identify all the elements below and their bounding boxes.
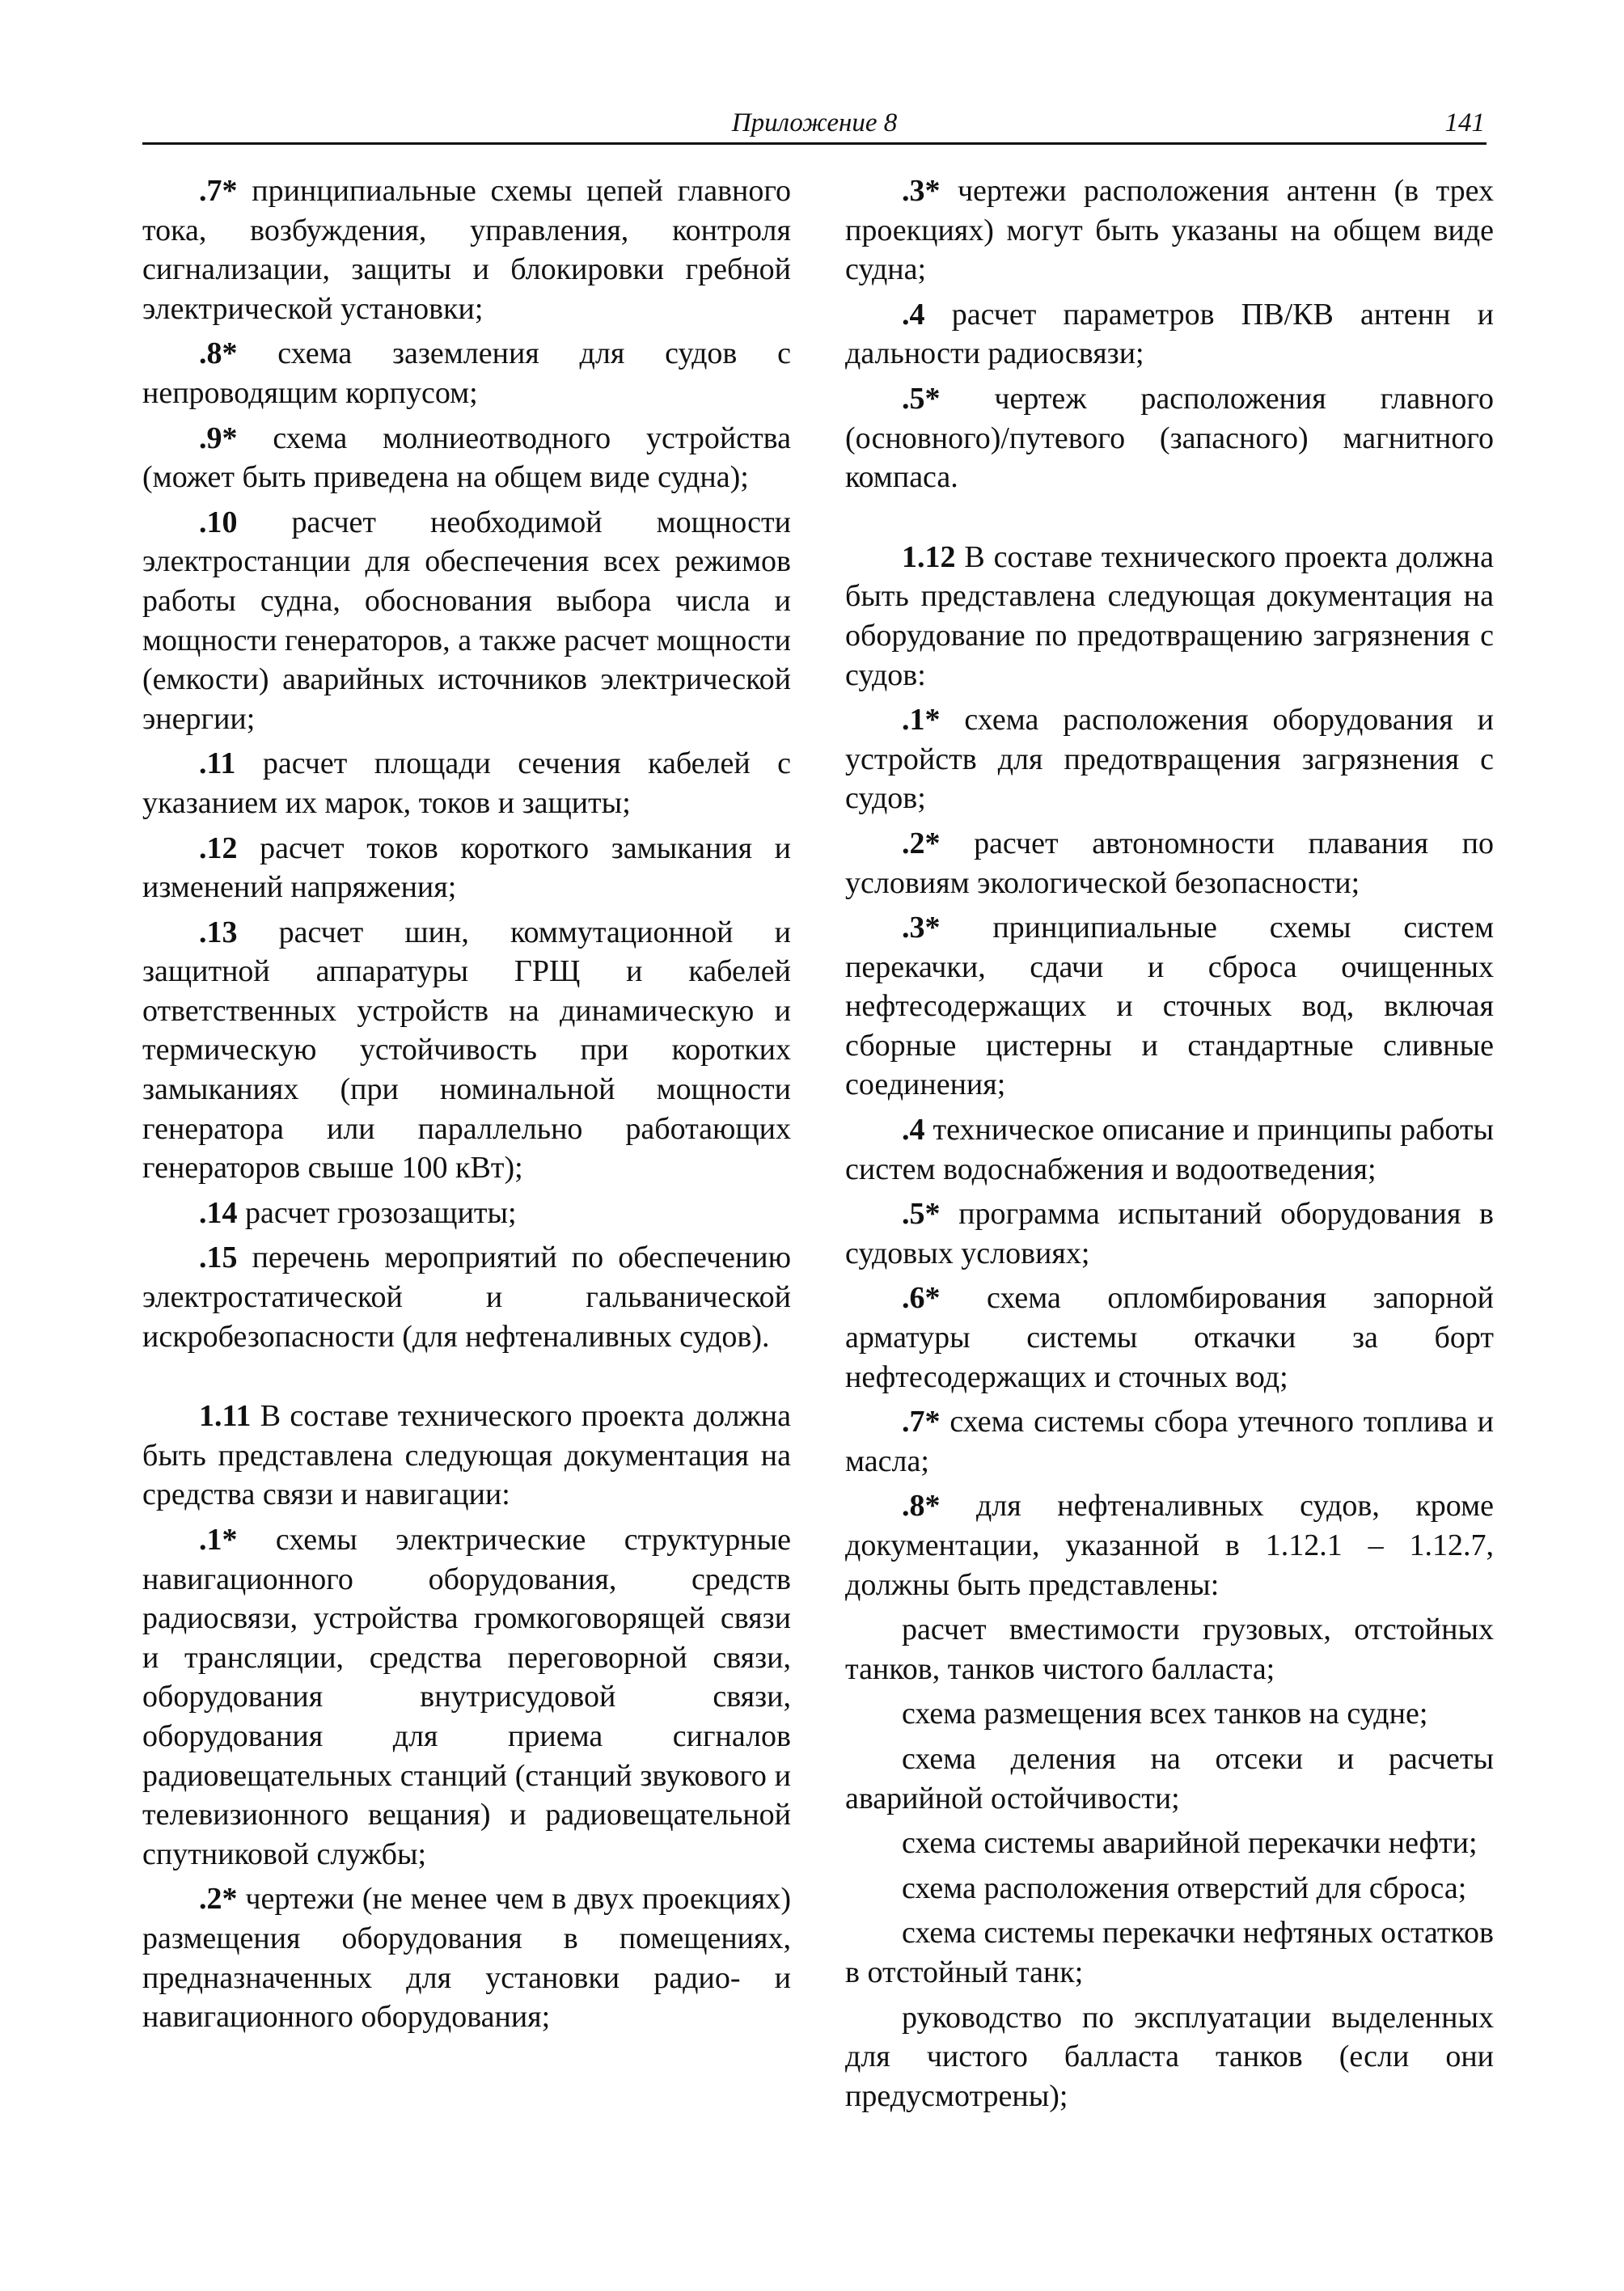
running-title: Приложение 8 <box>731 108 898 137</box>
paragraph <box>142 913 791 1188</box>
section-paragraph <box>142 1397 791 1515</box>
paragraph <box>845 700 1494 818</box>
paragraph <box>142 171 791 328</box>
paragraph <box>845 295 1494 374</box>
page-header <box>142 104 1487 145</box>
right-column <box>845 171 1494 2121</box>
item-number: .7* <box>199 174 238 208</box>
item-number: .4 <box>902 297 925 332</box>
paragraph <box>845 1869 1494 1908</box>
item-number: .8* <box>199 336 238 371</box>
item-text: В составе технического проекта должна быть представлена следующая документация на средства связи и навигации: <box>142 1399 791 1512</box>
paragraph <box>845 1110 1494 1189</box>
item-text: расчет токов короткого замыкания и изменений напряжения; <box>142 831 791 905</box>
item-number: .10 <box>199 505 238 539</box>
paragraph <box>142 829 791 907</box>
paragraph <box>845 1824 1494 1863</box>
item-text: схема расположения оборудования и устройств для предотвращения загрязнения с судов; <box>845 703 1494 816</box>
item-text: расчет вместимости грузовых, отстойных танков, танков чистого балласта; <box>845 1613 1494 1686</box>
item-number: .6* <box>902 1281 941 1316</box>
paragraph <box>845 1279 1494 1397</box>
item-text: для нефтеналивных судов, кроме документации, указанной в 1.12.1 – 1.12.7, должны быть представлены: <box>845 1489 1494 1602</box>
paragraph <box>845 824 1494 902</box>
section-number: 1.12 <box>902 539 956 574</box>
left-column <box>142 171 791 2043</box>
paragraph <box>845 1402 1494 1481</box>
item-text: схема опломбирования запорной арматуры системы откачки за борт нефтесодержащих и сточных вод; <box>845 1281 1494 1394</box>
item-number: .2* <box>199 1882 238 1917</box>
item-number: .15 <box>199 1241 238 1275</box>
paragraph <box>845 1739 1494 1818</box>
item-number: .4 <box>902 1113 925 1148</box>
item-text: расчет автономности плавания по условиям экологической безопасности; <box>845 826 1494 900</box>
item-text: принципиальные схемы систем перекачки, сдачи и сброса очищенных нефтесодержащих и сточных вод, включая сборные цистерны и стандартные сливные соединения; <box>845 911 1494 1102</box>
paragraph <box>142 1194 791 1233</box>
item-text: принципиальные схемы цепей главного тока, возбуждения, управления, контроля сигнализации, защиты и блокировки гребной электрической установки; <box>142 174 791 326</box>
paragraph <box>845 908 1494 1105</box>
paragraph <box>142 419 791 497</box>
item-text: схема системы аварийной перекачки нефти; <box>902 1826 1478 1861</box>
paragraph <box>845 1194 1494 1273</box>
item-text: схема системы сбора утечного топлива и масла; <box>845 1405 1494 1478</box>
section-number: 1.11 <box>199 1399 252 1434</box>
item-text: схема молниеотводного устройства (может быть приведена на общем виде судна); <box>142 421 791 495</box>
paragraph <box>142 744 791 822</box>
paragraph <box>845 1610 1494 1689</box>
item-number: .2* <box>902 826 941 860</box>
item-text: чертеж расположения главного (основного)/путевого (запасного) магнитного компаса. <box>845 381 1494 495</box>
paragraph <box>142 1238 791 1356</box>
item-text: схема деления на отсеки и расчеты аварийной остойчивости; <box>845 1741 1494 1815</box>
page-number: 141 <box>1444 108 1485 137</box>
item-number: .3* <box>902 911 941 945</box>
item-text: чертежи (не менее чем в двух проекциях) размещения оборудования в помещениях, предназначенных для установки радио- и навигационного оборудования; <box>142 1882 791 2035</box>
item-number: .1* <box>199 1523 238 1557</box>
item-text: руководство по эксплуатации выделенных для чистого балласта танков (если они предусмотрены); <box>845 2000 1494 2113</box>
item-number: .14 <box>199 1195 238 1230</box>
paragraph <box>845 1694 1494 1734</box>
section-paragraph <box>845 538 1494 695</box>
item-number: .5* <box>902 1197 941 1232</box>
item-text: схемы электрические структурные навигационного оборудования, средств радиосвязи, устройства громкоговорящей связи и трансляции, средства переговорной связи, оборудования внутрисудовой связи, оборудования для приема сигналов радиовещательных станций (станций звукового и телевизионного вещания) и радиовещательной спутниковой службы; <box>142 1523 791 1871</box>
item-number: .5* <box>902 381 941 416</box>
item-number: .9* <box>199 421 238 455</box>
paragraph <box>142 334 791 412</box>
item-text: расчет параметров ПВ/КВ антенн и дальности радиосвязи; <box>845 297 1494 371</box>
paragraph <box>845 1998 1494 2116</box>
item-number: .13 <box>199 915 238 949</box>
paragraph <box>845 379 1494 497</box>
item-number: .8* <box>902 1489 941 1524</box>
item-text: схема размещения всех танков на судне; <box>902 1697 1428 1731</box>
item-number: .11 <box>199 746 236 781</box>
item-text: расчет необходимой мощности электростанции для обеспечения всех режимов работы судна, обоснования выбора числа и мощности генераторов, а также расчет мощности (емкости) аварийных источников электрической энергии; <box>142 505 791 736</box>
paragraph <box>142 1879 791 2036</box>
item-number: .7* <box>902 1405 941 1439</box>
item-text: схема расположения отверстий для сброса; <box>902 1870 1467 1905</box>
item-text: перечень мероприятий по обеспечению электростатической и гальванической искробезопасности (для нефтеналивных судов). <box>142 1241 791 1354</box>
item-number: .1* <box>902 703 941 738</box>
item-text: В составе технического проекта должна быть представлена следующая документация на оборудование по предотвращению загрязнения с судов: <box>845 539 1494 692</box>
item-text: расчет грозозащиты; <box>237 1195 517 1230</box>
paragraph <box>142 503 791 739</box>
paragraph <box>845 1486 1494 1604</box>
paragraph <box>142 1520 791 1874</box>
item-text: схема системы перекачки нефтяных остатков в отстойный танк; <box>845 1916 1494 1989</box>
item-number: .12 <box>199 831 238 865</box>
item-text: схема заземления для судов с непроводящим корпусом; <box>142 336 791 410</box>
item-text: расчет шин, коммутационной и защитной аппаратуры ГРЩ и кабелей ответственных устройств на динамическую и термическую устойчивость при коротких замыканиях (при номинальной мощности генератора или параллельно работающих генераторов свыше 100 кВт); <box>142 915 791 1186</box>
paragraph <box>845 1913 1494 1992</box>
item-text: чертежи расположения антенн (в трех проекциях) могут быть указаны на общем виде судна; <box>845 174 1494 287</box>
paragraph <box>845 171 1494 290</box>
item-text: техническое описание и принципы работы систем водоснабжения и водоотведения; <box>845 1113 1494 1186</box>
item-text: расчет площади сечения кабелей с указанием их марок, токов и защиты; <box>142 746 791 820</box>
item-number: .3* <box>902 174 941 208</box>
item-text: программа испытаний оборудования в судовых условиях; <box>845 1197 1494 1270</box>
